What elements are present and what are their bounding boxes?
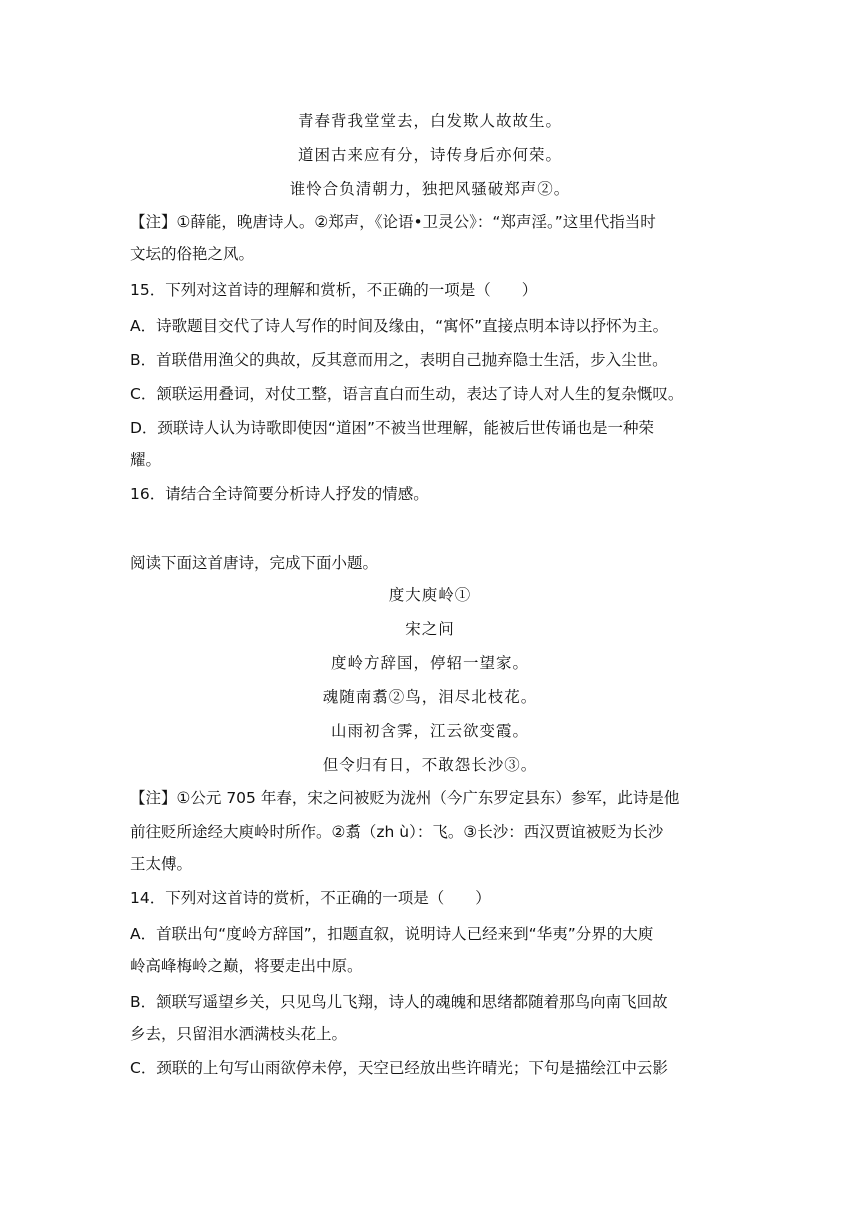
q14-option-b: B．颔联写遥望乡关，只见鸟儿飞翔，诗人的魂魄和思绪都随着那鸟向南飞回故 <box>130 993 668 1011</box>
q16-stem: 16．请结合全诗简要分析诗人抒发的情感。 <box>130 485 429 503</box>
q14-option-a: A．首联出句“度岭方辞国”，扣题直叙，说明诗人已经来到“华夷”分界的大庾 <box>130 925 654 943</box>
q14-option-a-cont: 岭高峰梅岭之巅，将要走出中原。 <box>130 957 363 975</box>
poem1-line-1: 青春背我堂堂去，白发欺人故故生。 <box>297 112 562 130</box>
poem2-note-line-3: 王太傅。 <box>130 855 193 873</box>
poem2-title: 度大庾岭① <box>388 586 472 604</box>
q15-option-b: B．首联借用渔父的典故，反其意而用之，表明自己抛弃隐士生活，步入尘世。 <box>130 351 668 369</box>
poem2-author: 宋之问 <box>405 620 455 638</box>
q14-stem: 14．下列对这首诗的赏析，不正确的一项是（ ） <box>130 889 491 907</box>
poem1-line-2: 道困古来应有分，诗传身后亦何荣。 <box>297 146 562 164</box>
poem2-line-2: 魂随南翥②鸟，泪尽北枝花。 <box>322 688 538 706</box>
poem2-note-line-1: 【注】①公元 705 年春，宋之问被贬为泷州（今广东罗定县东）参军，此诗是他 <box>130 789 680 807</box>
poem1-note-line-2: 文坛的俗艳之风。 <box>130 245 255 263</box>
poem2-note-line-2: 前往贬所途经大庾岭时所作。②翥（zh ù）：飞。③长沙：西汉贾谊被贬为长沙 <box>130 823 664 841</box>
q15-stem: 15．下列对这首诗的理解和赏析，不正确的一项是（ ） <box>130 281 538 299</box>
poem1-note-line-1: 【注】①薛能，晚唐诗人。②郑声，《论语•卫灵公》：“郑声淫。”这里代指当时 <box>130 213 656 231</box>
poem2-line-3: 山雨初含霁，江云欲变霞。 <box>330 722 529 740</box>
q15-option-a: A．诗歌题目交代了诗人写作的时间及缘由，“寓怀”直接点明本诗以抒怀为主。 <box>130 317 669 335</box>
poem1-line-3: 谁怜合负清朝力，独把风骚破郑声②。 <box>289 180 571 198</box>
q15-option-c: C．颔联运用叠词，对仗工整，语言直白而生动，表达了诗人对人生的复杂慨叹。 <box>130 385 684 403</box>
poem2-line-1: 度岭方辞国，停轺一望家。 <box>330 654 529 672</box>
q15-option-d-cont: 耀。 <box>130 451 162 469</box>
q14-option-c: C．颈联的上句写山雨欲停未停，天空已经放出些许晴光；下句是描绘江中云影 <box>130 1059 668 1077</box>
poem2-line-4: 但令归有日，不敢怨长沙③。 <box>322 756 538 774</box>
q15-option-d: D．颈联诗人认为诗歌即使因“道困”不被当世理解，能被后世传诵也是一种荣 <box>130 419 654 437</box>
section2-intro: 阅读下面这首唐诗，完成下面小题。 <box>130 554 379 572</box>
q14-option-b-cont: 乡去，只留泪水洒满枝头花上。 <box>130 1025 348 1043</box>
